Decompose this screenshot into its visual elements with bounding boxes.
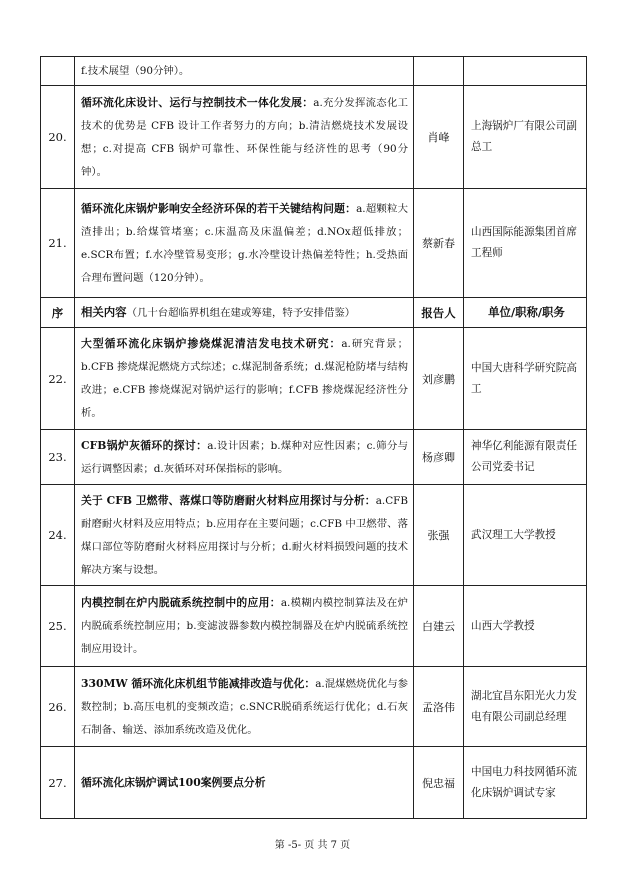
row-number: 26. bbox=[41, 667, 75, 747]
row-unit: 湖北宜昌东阳光火力发电有限公司副总经理 bbox=[464, 667, 587, 747]
row-number: 20. bbox=[41, 86, 75, 189]
row-content bbox=[75, 485, 414, 586]
row-reporter: 张强 bbox=[414, 485, 464, 586]
table-row bbox=[41, 86, 587, 189]
row-title: 内模控制在炉内脱硫系统控制中的应用： bbox=[81, 596, 281, 609]
row-reporter: 刘彦鹏 bbox=[414, 328, 464, 430]
table-row bbox=[41, 328, 587, 430]
row-body: a.CFB 耐磨耐火材料及应用特点；b.应用存在主要问题；c.CFB 中卫燃带、落煤口部位等防磨耐火材料应用探讨与分析；d.耐火材料损毁问题的技术解决方案与设想。 bbox=[81, 494, 408, 576]
row-title: 循环流化床锅炉调试100案例要点分析 bbox=[81, 775, 266, 789]
row-unit: 山西大学教授 bbox=[464, 586, 587, 667]
header-number: 序 bbox=[41, 298, 75, 328]
row-reporter: 孟洛伟 bbox=[414, 667, 464, 747]
row-title: 关于 CFB 卫燃带、落煤口等防磨耐火材料应用探讨与分析： bbox=[81, 493, 376, 507]
row-content bbox=[75, 328, 414, 430]
row-reporter bbox=[414, 57, 464, 86]
table-header-row bbox=[41, 298, 587, 328]
row-reporter: 肖峰 bbox=[414, 86, 464, 189]
row-content bbox=[75, 667, 414, 747]
row-body: a.设计因素；b.煤种对应性因素；c.筛分与运行调整因素；d.灰循环对环保指标的影响。 bbox=[81, 439, 409, 475]
agenda-table bbox=[40, 56, 587, 819]
table-row bbox=[41, 586, 587, 667]
row-body: a.充分发挥流态化工技术的优势是 CFB 设计工作者努力的方向；b.清洁燃烧技术发展设想；c.对提高 CFB 锅炉可靠性、环保性能与经济性的思考（90分钟）。 bbox=[81, 96, 408, 178]
table-row bbox=[41, 57, 587, 86]
header-content-note: （几十台超临界机组在建或筹建，特予安排借鉴） bbox=[126, 306, 356, 319]
row-unit: 神华亿利能源有限责任公司党委书记 bbox=[464, 430, 587, 485]
row-title: 大型循环流化床锅炉掺烧煤泥清洁发电技术研究： bbox=[81, 337, 342, 350]
row-number bbox=[41, 57, 75, 86]
row-unit: 上海锅炉厂有限公司副总工 bbox=[464, 86, 587, 189]
row-unit: 武汉理工大学教授 bbox=[464, 485, 587, 586]
row-unit bbox=[464, 57, 587, 86]
table-row bbox=[41, 485, 587, 586]
row-reporter: 蔡新春 bbox=[414, 189, 464, 298]
row-number: 23. bbox=[41, 430, 75, 485]
row-content bbox=[75, 57, 414, 86]
row-reporter: 白建云 bbox=[414, 586, 464, 667]
row-body: f.技术展望（90分钟）。 bbox=[81, 65, 190, 77]
row-content bbox=[75, 189, 414, 298]
row-number: 24. bbox=[41, 485, 75, 586]
row-content bbox=[75, 747, 414, 819]
row-title: 循环流化床设计、运行与控制技术一体化发展： bbox=[81, 95, 314, 109]
header-unit: 单位/职称/职务 bbox=[464, 298, 587, 328]
table-row bbox=[41, 667, 587, 747]
row-reporter: 杨彦卿 bbox=[414, 430, 464, 485]
row-content bbox=[75, 586, 414, 667]
row-number: 22. bbox=[41, 328, 75, 430]
row-title: CFB锅炉灰循环的探讨： bbox=[81, 438, 208, 452]
row-unit: 中国电力科技网循环流化床锅炉调试专家 bbox=[464, 747, 587, 819]
row-body: a.研究背景；b.CFB 掺烧煤泥燃烧方式综述；c.煤泥制备系统；d.煤泥枪防堵与结构改进；e.CFB 掺烧煤泥对锅炉运行的影响；f.CFB 掺烧煤泥经济性分析。 bbox=[81, 338, 408, 419]
header-content-title: 相关内容 bbox=[81, 304, 127, 319]
row-content bbox=[75, 86, 414, 189]
row-title: 循环流化床锅炉影响安全经济环保的若干关键结构问题： bbox=[81, 201, 357, 215]
row-unit: 山西国际能源集团首席工程师 bbox=[464, 189, 587, 298]
row-number: 27. bbox=[41, 747, 75, 819]
row-reporter: 倪忠福 bbox=[414, 747, 464, 819]
row-body: a.混煤燃烧优化与参数控制；b.高压电机的变频改造；c.SNCR脱硝系统运行优化；d.石灰石制备、输送、添加系统改造及优化。 bbox=[81, 677, 408, 736]
row-unit: 中国大唐科学研究院高工 bbox=[464, 328, 587, 430]
row-number: 25. bbox=[41, 586, 75, 667]
page-footer: 第 -5- 页 共 7 页 bbox=[274, 840, 351, 851]
row-content bbox=[75, 430, 414, 485]
row-body: a.模糊内模控制算法及在炉内脱硫系统控制应用；b.变滤波器参数内模控制器及在炉内脱硫系统控制应用设计。 bbox=[81, 597, 408, 655]
row-number: 21. bbox=[41, 189, 75, 298]
header-content bbox=[75, 298, 414, 328]
row-body: a.超颗粒大渣排出；b.给煤管堵塞；c.床温高及床温偏差；d.NOx超低排放；e.SCR布置；f.水冷壁管易变形；g.水冷壁设计热偏差特性；h.受热面合理布置问题（120分钟）。 bbox=[81, 202, 408, 284]
header-reporter: 报告人 bbox=[414, 298, 464, 328]
table-row bbox=[41, 189, 587, 298]
table-row bbox=[41, 430, 587, 485]
table-row bbox=[41, 747, 587, 819]
row-title: 330MW 循环流化床机组节能减排改造与优化： bbox=[81, 676, 316, 690]
